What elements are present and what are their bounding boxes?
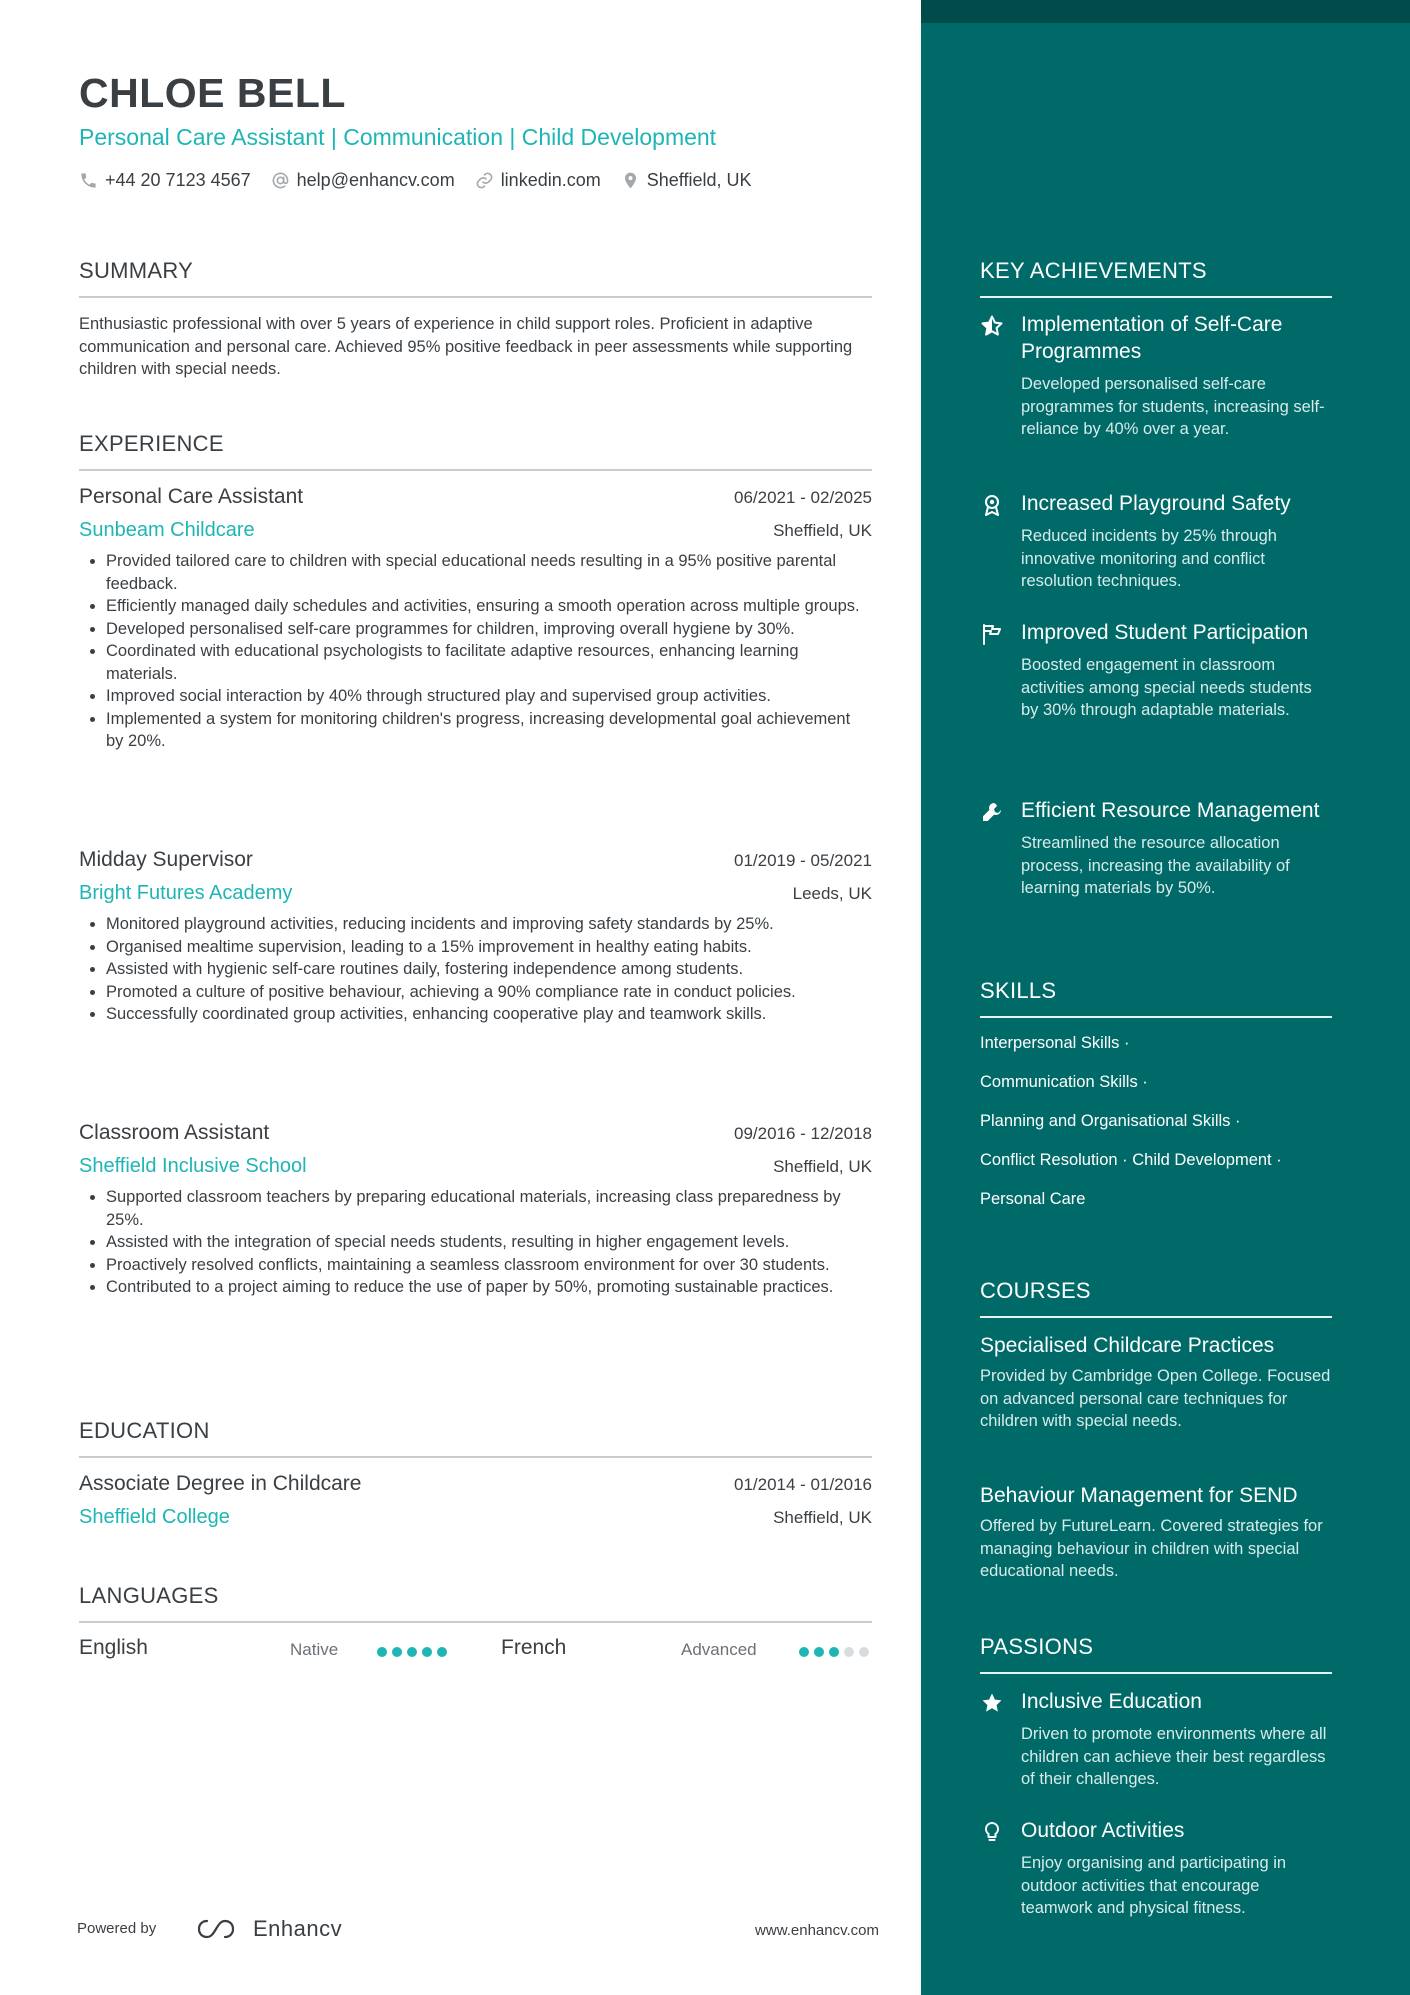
enhancv-url[interactable]: www.enhancv.com — [755, 1922, 879, 1939]
phone-text[interactable]: +44 20 7123 4567 — [105, 170, 251, 190]
achievement-item — [980, 619, 1332, 722]
course-desc: Provided by Cambridge Open College. Focused on advanced personal care techniques for children with special needs. — [980, 1367, 1331, 1430]
job-bullet: • Promoted a culture of positive behaviour, achieving a 90% compliance rate in conduct policies. — [106, 981, 872, 1004]
candidate-headline: Personal Care Assistant | Communication | Child Development — [79, 124, 717, 150]
proficiency-dot-filled — [799, 1647, 809, 1657]
phone-icon — [79, 171, 98, 190]
school-name: Sheffield College — [79, 1506, 230, 1528]
course-title: Behaviour Management for SEND — [980, 1484, 1298, 1507]
proficiency-dot-filled — [437, 1647, 447, 1657]
achievement-item — [980, 797, 1332, 900]
award-ribbon-icon — [980, 493, 1004, 517]
job-entry — [79, 848, 872, 1026]
star-icon — [980, 1691, 1004, 1715]
at-icon — [271, 171, 290, 190]
course-item — [980, 1332, 1332, 1433]
summary-text: Enthusiastic professional with over 5 years of experience in child support roles. Proficient in adaptive communication and personal care. Achieved 95% positive feedback in peer assessments while supporting children with special needs. — [79, 315, 853, 378]
proficiency-dot-filled — [422, 1647, 432, 1657]
enhancv-logo-icon — [195, 1917, 241, 1941]
job-company: Sunbeam Childcare — [79, 519, 255, 541]
language-dots — [799, 1647, 874, 1657]
powered-by-label: Powered by — [77, 1920, 157, 1937]
languages-heading: LANGUAGES — [79, 1583, 872, 1623]
achievement-desc: Boosted engagement in classroom activities among special needs students by 30% through adaptable materials. — [1021, 656, 1312, 719]
languages-row — [79, 1636, 872, 1666]
job-dates: 06/2021 - 02/2025 — [733, 488, 872, 507]
course-title: Specialised Childcare Practices — [980, 1334, 1275, 1357]
job-title: Personal Care Assistant — [79, 485, 304, 508]
job-bullet: • Successfully coordinated group activities, enhancing cooperative play and teamwork skills. — [106, 1003, 872, 1026]
job-company: Bright Futures Academy — [79, 882, 293, 904]
proficiency-dot-empty — [844, 1647, 854, 1657]
job-entry — [79, 1121, 872, 1299]
proficiency-dot-filled — [392, 1647, 402, 1657]
location-pin-icon — [621, 171, 640, 190]
passion-desc: Enjoy organising and participating in outdoor activities that encourage teamwork and physical fitness. — [1021, 1854, 1287, 1917]
job-location: Sheffield, UK — [773, 1157, 872, 1176]
summary-heading: SUMMARY — [79, 258, 872, 298]
lightbulb-icon — [980, 1820, 1004, 1844]
proficiency-dot-filled — [377, 1647, 387, 1657]
job-bullet: • Proactively resolved conflicts, maintaining a seamless classroom environment for over 30 students. — [106, 1254, 872, 1277]
skill-line: Personal Care — [980, 1190, 1086, 1208]
job-bullet: • Assisted with the integration of special needs students, resulting in higher engagement levels. — [106, 1231, 872, 1254]
achievement-title: Efficient Resource Management — [1021, 799, 1320, 822]
skill-line: Conflict Resolution · Child Development · — [980, 1151, 1282, 1169]
job-company: Sheffield Inclusive School — [79, 1155, 307, 1177]
job-location: Leeds, UK — [792, 884, 872, 903]
job-bullets — [79, 1186, 872, 1299]
job-bullets — [79, 913, 872, 1026]
tools-icon — [980, 800, 1004, 824]
language-dots — [377, 1647, 452, 1657]
course-item — [980, 1482, 1332, 1583]
education-heading: EDUCATION — [79, 1418, 872, 1458]
job-bullet: • Provided tailored care to children with special educational needs resulting in a 95% positive parental feedback. — [106, 550, 872, 595]
candidate-name: CHLOE BELL — [79, 70, 346, 116]
enhancv-brand[interactable]: Enhancv — [253, 1916, 343, 1941]
achievements-heading: KEY ACHIEVEMENTS — [980, 258, 1332, 298]
job-dates: 09/2016 - 12/2018 — [733, 1124, 872, 1143]
footer — [77, 1914, 879, 1944]
proficiency-dot-filled — [814, 1647, 824, 1657]
job-bullet: • Monitored playground activities, reducing incidents and improving safety standards by 25%. — [106, 913, 872, 936]
job-bullet: • Assisted with hygienic self-care routines daily, fostering independence among students. — [106, 958, 872, 981]
passions-heading: PASSIONS — [980, 1634, 1332, 1674]
education-dates: 01/2014 - 01/2016 — [733, 1475, 872, 1494]
language-name: French — [501, 1636, 567, 1659]
achievement-desc: Reduced incidents by 25% through innovative monitoring and conflict resolution techniques. — [1021, 527, 1277, 590]
skills-heading: SKILLS — [980, 978, 1332, 1018]
passion-desc: Driven to promote environments where all children can achieve their best regardless of their challenges. — [1021, 1725, 1327, 1788]
contact-phone — [79, 170, 251, 191]
experience-heading: EXPERIENCE — [79, 431, 872, 471]
proficiency-dot-empty — [859, 1647, 869, 1657]
skill-line: Interpersonal Skills · — [980, 1034, 1130, 1052]
achievement-title: Improved Student Participation — [1021, 621, 1309, 644]
sidebar-top-bar — [921, 0, 1410, 23]
job-bullet: • Organised mealtime supervision, leading to a 15% improvement in healthy eating habits. — [106, 936, 872, 959]
job-title: Midday Supervisor — [79, 848, 253, 871]
email-text[interactable]: help@enhancv.com — [296, 170, 455, 190]
achievement-desc: Streamlined the resource allocation process, increasing the availability of learning materials by 50%. — [1021, 834, 1290, 897]
skills-list — [980, 1032, 1332, 1227]
passion-title: Inclusive Education — [1021, 1690, 1202, 1713]
linkedin-text[interactable]: linkedin.com — [500, 170, 601, 190]
achievement-item — [980, 311, 1332, 441]
job-location: Sheffield, UK — [773, 521, 872, 540]
degree-title: Associate Degree in Childcare — [79, 1472, 362, 1495]
course-desc: Offered by FutureLearn. Covered strategies for managing behaviour in children with special educational needs. — [980, 1517, 1323, 1580]
job-dates: 01/2019 - 05/2021 — [733, 851, 872, 870]
job-bullets — [79, 550, 872, 753]
achievement-desc: Developed personalised self-care programmes for students, increasing self-reliance by 40% over a year. — [1021, 375, 1325, 438]
job-bullet: • Improved social interaction by 40% through structured play and supervised group activities. — [106, 685, 872, 708]
contact-location — [621, 170, 752, 191]
job-entry — [79, 485, 872, 753]
contact-email — [271, 170, 455, 191]
job-bullet: • Developed personalised self-care programmes for children, improving overall hygiene by 30%. — [106, 618, 872, 641]
location-text: Sheffield, UK — [646, 170, 752, 190]
achievement-title: Increased Playground Safety — [1021, 492, 1291, 515]
job-bullet: • Coordinated with educational psychologists to facilitate adaptive resources, enhancing learning materials. — [106, 640, 872, 685]
sidebar — [921, 0, 1410, 1995]
achievement-item — [980, 490, 1332, 593]
job-bullet: • Efficiently managed daily schedules and activities, ensuring a smooth operation across multiple groups. — [106, 595, 872, 618]
job-bullet: • Implemented a system for monitoring children's progress, increasing developmental goal achievement by 20%. — [106, 708, 872, 753]
proficiency-dot-filled — [829, 1647, 839, 1657]
contact-linkedin — [475, 170, 601, 191]
proficiency-dot-filled — [407, 1647, 417, 1657]
contact-bar — [79, 170, 771, 191]
flag-icon — [980, 622, 1004, 646]
star-half-icon — [980, 314, 1004, 338]
job-bullet: • Supported classroom teachers by preparing educational materials, increasing class preparedness by 25%. — [106, 1186, 872, 1231]
language-name: English — [79, 1636, 148, 1659]
skill-line: Planning and Organisational Skills · — [980, 1112, 1241, 1130]
job-title: Classroom Assistant — [79, 1121, 270, 1144]
passion-title: Outdoor Activities — [1021, 1819, 1185, 1842]
education-entry — [79, 1472, 872, 1529]
courses-heading: COURSES — [980, 1278, 1332, 1318]
passion-item — [980, 1688, 1332, 1791]
language-level: Native — [290, 1640, 339, 1659]
skill-line: Communication Skills · — [980, 1073, 1148, 1091]
job-bullet: • Contributed to a project aiming to reduce the use of paper by 50%, promoting sustainable practices. — [106, 1276, 872, 1299]
passion-item — [980, 1817, 1332, 1920]
education-location: Sheffield, UK — [773, 1508, 872, 1527]
link-icon — [475, 171, 494, 190]
language-level: Advanced — [681, 1640, 757, 1659]
achievement-title: Implementation of Self-Care Programmes — [1021, 313, 1283, 363]
